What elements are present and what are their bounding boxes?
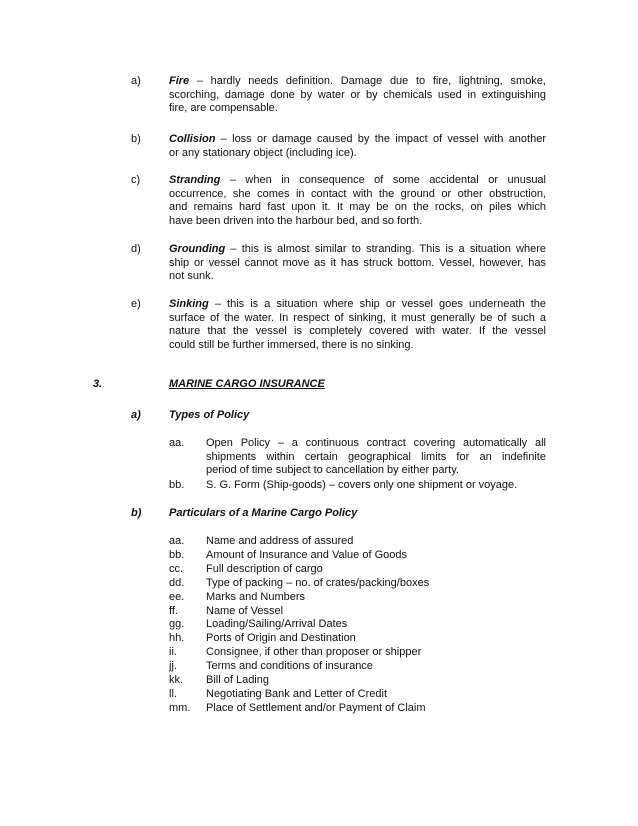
particular-item [0,549,638,563]
section-number: 3. [93,378,103,390]
item-code: dd. [169,576,185,589]
peril-text-line: scorching, damage done by water or by chemicals used in extinguishing [169,88,546,101]
peril-letter: a) [131,75,141,87]
subsection-letter: a) [131,409,141,421]
peril-text-line: ship or vessel cannot move as it has struck bottom. Vessel, however, has [169,256,546,269]
subsection-title-particulars: Particulars of a Marine Cargo Policy [169,507,358,519]
peril-term: Grounding [169,243,226,255]
peril-body [169,174,546,228]
item-code: bb. [169,548,185,561]
peril-text-line: or any stationary object (including ice). [169,146,357,159]
item-text: Place of Settlement and/or Payment of Claim [206,701,426,714]
item-code: kk. [169,674,184,686]
peril-term: Sinking [169,298,209,310]
item-text-line: Open Policy – a continuous contract covering automatically all [206,437,546,449]
peril-text-line: fire, are compensable. [169,102,278,115]
peril-body [169,298,546,352]
policy-type-sg-form [0,479,638,493]
peril-text-line: – when in consequence of some accidental or unusual [220,174,546,186]
item-code: jj. [169,660,177,673]
particular-item [0,618,638,632]
item-code: ii. [169,646,177,659]
item-text: Bill of Lading [206,674,269,686]
item-code: gg. [169,618,185,631]
peril-text-line: could still be further immersed, there is no sinking. [169,338,414,351]
item-text: Negotiating Bank and Letter of Credit [206,687,388,700]
item-code: cc. [169,562,184,575]
item-code: ee. [169,590,185,603]
item-code: hh. [169,632,185,645]
peril-body [169,75,546,116]
peril-body [169,133,546,160]
policy-type-open-policy [0,437,638,477]
peril-text-line: nature that the vessel is completely covered with water. If the vessel [169,325,546,338]
peril-term: Collision [169,133,216,145]
item-text [206,479,546,493]
particular-item [0,688,638,702]
peril-text-line: occurrence, she comes in contact with the ground or other obstruction, [169,187,546,200]
peril-text-line: not sunk. [169,270,214,283]
item-code: aa. [169,437,185,449]
peril-term: Fire [169,75,190,87]
particular-item [0,660,638,674]
item-text: Terms and conditions of insurance [206,660,373,673]
item-text: Name and address of assured [206,535,354,547]
item-text: Type of packing – no. of crates/packing/boxes [206,576,430,589]
particular-item [0,605,638,619]
peril-text-line: have been driven into the harbour bed, and so forth. [169,214,423,227]
particular-item [0,591,638,605]
item-text-line: S. G. Form (Ship-goods) – covers only one shipment or voyage. [206,479,518,491]
item-text-line: period of time subject to cancellation by either party. [206,464,459,477]
peril-term: Stranding [169,174,221,186]
item-text-line: shipments within certain geographical limits for an indefinite [206,450,546,463]
peril-body [169,243,546,284]
item-text: Marks and Numbers [206,590,306,603]
peril-letter: d) [131,243,141,255]
subsection-letter: b) [131,507,142,519]
particular-item [0,535,638,549]
peril-text-line: and remains hard fast upon it. It may be on the rocks, on piles which [169,201,546,214]
particular-item [0,577,638,591]
peril-letter: c) [131,174,141,186]
section-title: MARINE CARGO INSURANCE [169,378,325,390]
particular-item [0,646,638,660]
item-code: ff. [169,604,178,617]
particular-item [0,702,638,716]
peril-text-line: – this is a situation where ship or vessel goes underneath the [208,298,546,310]
item-code: aa. [169,535,185,547]
item-text: Loading/Sailing/Arrival Dates [206,618,348,631]
peril-text-line: surface of the water. In respect of sinking, it must generally be of such a [169,311,546,324]
item-code: mm. [169,701,191,714]
item-code: bb. [169,479,185,491]
item-text: Consignee, if other than proposer or shipper [206,646,422,659]
subsection-title-types-of-policy: Types of Policy [169,409,250,421]
item-code: ll. [169,687,177,700]
item-text: Amount of Insurance and Value of Goods [206,548,407,561]
peril-letter: e) [131,298,141,310]
item-text: Ports of Origin and Destination [206,632,356,645]
item-text: Name of Vessel [206,604,284,617]
peril-letter: b) [131,133,141,145]
item-text: Full description of cargo [206,562,323,575]
peril-text-line: – this is almost similar to stranding. This is a situation where [225,243,546,255]
item-text [206,437,546,478]
peril-text-line: – loss or damage caused by the impact of vessel with another [215,133,546,145]
particular-item [0,632,638,646]
particular-item [0,674,638,688]
peril-text-line: – hardly needs definition. Damage due to fire, lightning, smoke, [189,75,546,87]
particular-item [0,563,638,577]
